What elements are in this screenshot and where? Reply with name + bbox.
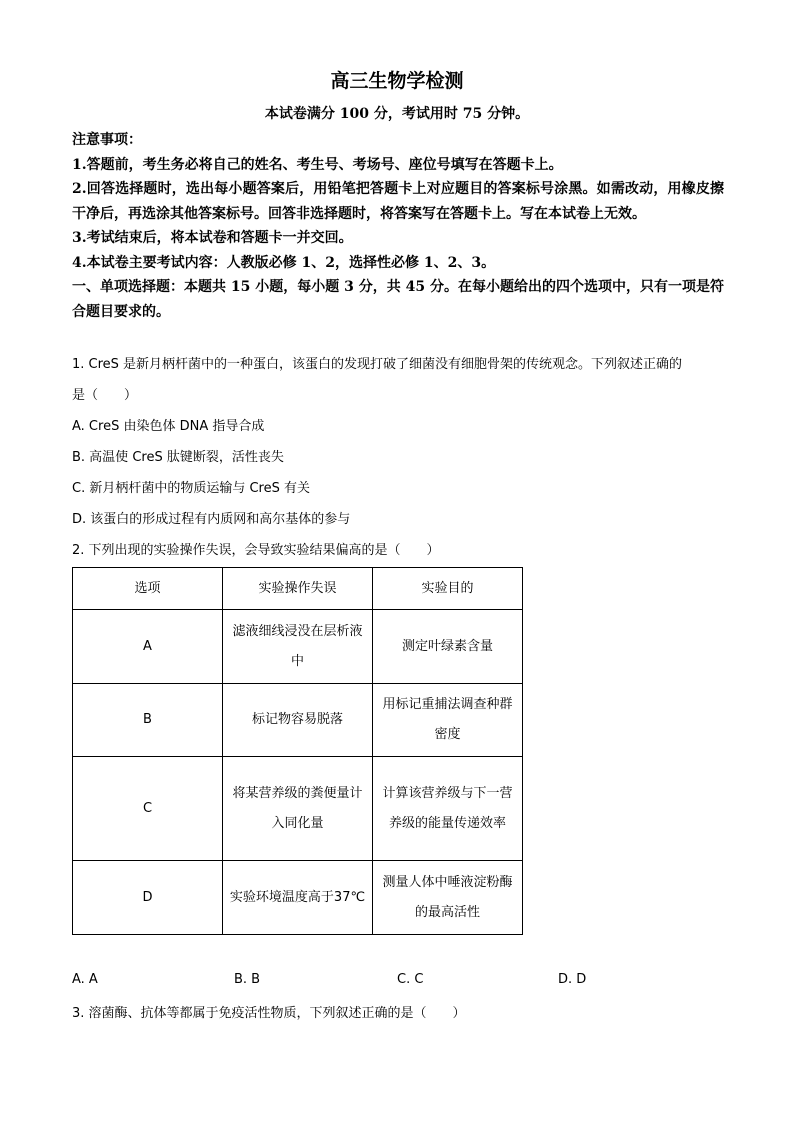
note-item-4: 4.本试卷主要考试内容：人教版必修 1、2，选择性必修 1、2、3。	[72, 254, 496, 271]
table-row	[73, 861, 523, 935]
note-item-1: 1.答题前，考生务必将自己的姓名、考生号、考场号、座位号填写在答题卡上。	[72, 156, 563, 173]
question-2-option-d: D. D	[558, 972, 587, 987]
table-cell: 标记物容易脱落	[223, 684, 373, 757]
table-cell: C	[73, 757, 223, 861]
question-1-option-d: D. 该蛋白的形成过程有内质网和高尔基体的参与	[72, 512, 351, 527]
table-cell: 测定叶绿素含量	[373, 610, 523, 684]
table-header-cell: 实验操作失误	[223, 568, 373, 610]
question-2-answers	[72, 968, 724, 996]
question-2-option-b: B. B	[234, 972, 261, 987]
table-cell: A	[73, 610, 223, 684]
question-2-option-a: A. A	[72, 972, 98, 987]
question-1-stem-line1: 1. CreS 是新月柄杆菌中的一种蛋白，该蛋白的发现打破了细菌没有细胞骨架的传统观念。下列叙述正确的	[72, 357, 683, 372]
table-cell: 将某营养级的粪便量计入同化量	[223, 757, 373, 861]
experiment-table	[72, 567, 523, 935]
table-cell: 实验环境温度高于37℃	[223, 861, 373, 935]
table-row	[73, 684, 523, 757]
exam-info: 本试卷满分 100 分，考试用时 75 分钟。	[264, 106, 530, 122]
table-header-cell: 实验目的	[373, 568, 523, 610]
table-cell: D	[73, 861, 223, 935]
note-item-2: 2.回答选择题时，选出每小题答案后，用铅笔把答题卡上对应题目的答案标号涂黑。如需改动，用橡皮擦干净后，再选涂其他答案标号。回答非选择题时，将答案写在答题卡上。写在本试卷上无效。	[72, 181, 724, 222]
table-row	[73, 610, 523, 684]
question-2-stem: 2. 下列出现的实验操作失误，会导致实验结果偏高的是（ ）	[72, 543, 440, 558]
table-cell: B	[73, 684, 223, 757]
table-cell: 用标记重捕法调查种群密度	[373, 684, 523, 757]
notes-heading: 注意事项：	[72, 132, 142, 148]
question-2-option-c: C. C	[397, 972, 424, 987]
note-item-3: 3.考试结束后，将本试卷和答题卡一并交回。	[72, 230, 353, 246]
table-header-row	[73, 568, 523, 610]
table-row	[73, 757, 523, 861]
table-header-cell: 选项	[73, 568, 223, 610]
question-1-option-a: A. CreS 由染色体 DNA 指导合成	[72, 419, 265, 434]
question-1-option-c: C. 新月柄杆菌中的物质运输与 CreS 有关	[72, 481, 310, 496]
notes-section	[72, 128, 724, 324]
question-3-stem: 3. 溶菌酶、抗体等都属于免疫活性物质，下列叙述正确的是（ ）	[72, 1006, 466, 1021]
question-1	[72, 349, 724, 566]
page-title: 高三生物学检测	[330, 70, 464, 92]
table-cell: 计算该营养级与下一营养级的能量传递效率	[373, 757, 523, 861]
section-heading: 一、单项选择题：本题共 15 小题，每小题 3 分，共 45 分。在每小题给出的四个选项中，只有一项是符合题目要求的。	[72, 279, 724, 320]
table-cell: 滤液细线浸没在层析液中	[223, 610, 373, 684]
question-1-option-b: B. 高温使 CreS 肽键断裂，活性丧失	[72, 450, 284, 465]
table-cell: 测量人体中唾液淀粉酶的最高活性	[373, 861, 523, 935]
question-1-stem-line2: 是（ ）	[72, 388, 138, 403]
question-3	[72, 998, 724, 1029]
